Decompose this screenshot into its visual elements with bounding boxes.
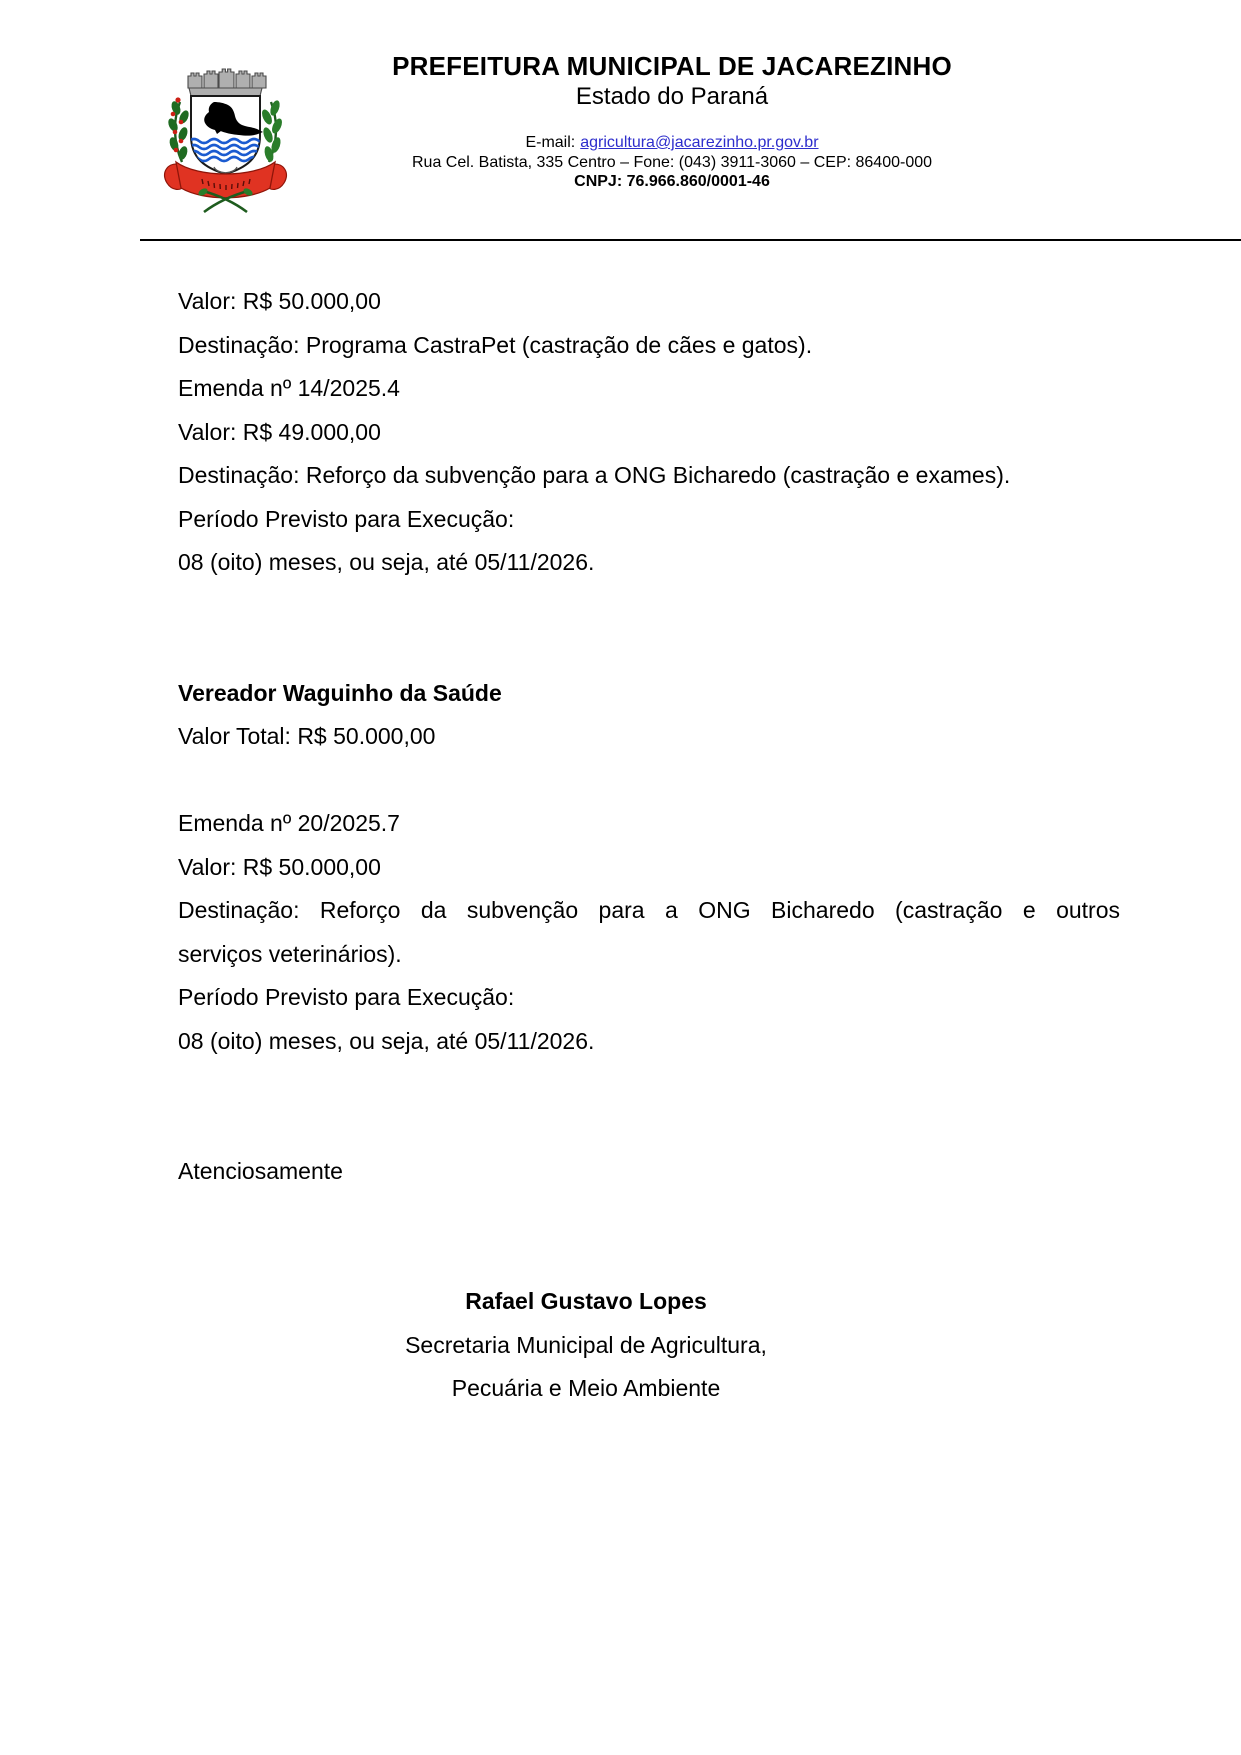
- body-line: Valor Total: R$ 50.000,00: [178, 723, 436, 749]
- crest-left-branch: [166, 97, 190, 162]
- body-blank-line: [178, 1063, 1120, 1107]
- address-line: Rua Cel. Batista, 335 Centro – Fone: (043) 3911-3060 – CEP: 86400-000: [411, 153, 933, 171]
- body-line: Emenda nº 20/2025.7: [178, 810, 400, 836]
- body-line: 08 (oito) meses, ou seja, até 05/11/2026.: [178, 549, 595, 575]
- body-line: Valor: R$ 50.000,00: [178, 853, 381, 880]
- body-line: Destinação: Reforço da subvenção para a ONG Bicharedo (castração e exames).: [178, 462, 1011, 488]
- body-blank-line: [178, 1107, 1120, 1151]
- body-line: Período Previsto para Execução:: [178, 505, 515, 532]
- email-line: [256, 133, 1088, 153]
- body-line: Vereador Waguinho da Saúde: [178, 679, 502, 706]
- body-line: Valor: R$ 50.000,00: [178, 288, 381, 314]
- body-blank-line: [178, 628, 1120, 672]
- cnpj-line: CNPJ: 76.966.860/0001-46: [574, 173, 770, 190]
- signature-name: Rafael Gustavo Lopes: [465, 1288, 707, 1314]
- signature-block: [178, 1280, 994, 1411]
- header-gap: [256, 111, 1088, 133]
- letterhead: [256, 50, 1088, 192]
- header-title: PREFEITURA MUNICIPAL DE JACAREZINHO: [392, 51, 952, 81]
- body-line: Destinação: Programa CastraPet (castração de cães e gatos).: [178, 331, 813, 358]
- body-line: Atenciosamente: [178, 1158, 343, 1184]
- header-subtitle: Estado do Paraná: [575, 83, 769, 110]
- body-line: serviços veterinários).: [178, 940, 402, 967]
- email-link[interactable]: agricultura@jacarezinho.pr.gov.br: [580, 134, 819, 151]
- crest-crown: [188, 69, 266, 96]
- signature-org-line1: Secretaria Municipal de Agricultura,: [405, 1331, 767, 1358]
- body-line: Período Previsto para Execução:: [178, 984, 515, 1010]
- body-line: Destinação: Reforço da subvenção para a ONG Bicharedo (castração e outros: [178, 897, 1120, 923]
- body-lines: [178, 280, 1120, 1194]
- email-label: E-mail:: [525, 134, 576, 151]
- signature-org-line2: Pecuária e Meio Ambiente: [451, 1375, 721, 1401]
- body-line: 08 (oito) meses, ou seja, até 05/11/2026.: [178, 1027, 595, 1054]
- header-separator: [140, 239, 1241, 241]
- body-line: Emenda nº 14/2025.4: [178, 375, 400, 401]
- body-line: Valor: R$ 49.000,00: [178, 418, 381, 445]
- body-blank-line: [178, 585, 1120, 629]
- body-blank-line: [178, 759, 1120, 803]
